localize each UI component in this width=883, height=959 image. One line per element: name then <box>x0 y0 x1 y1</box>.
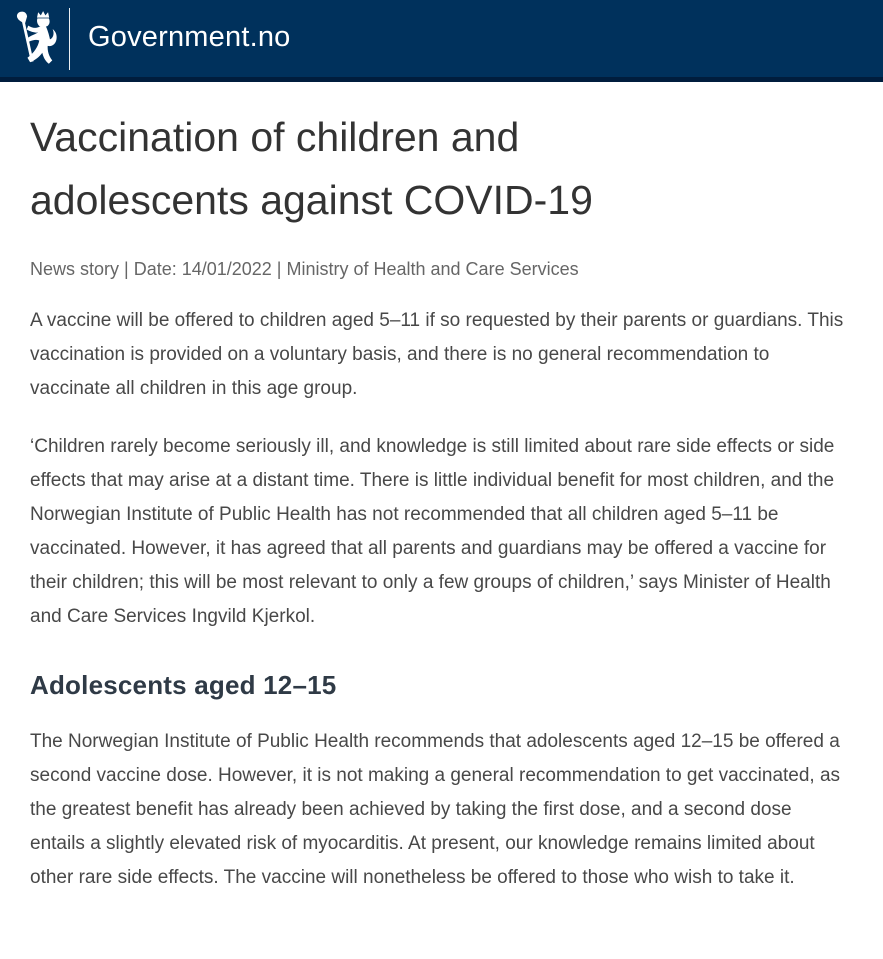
section-heading-adolescents: Adolescents aged 12–15 <box>30 670 337 700</box>
article-paragraph-2: ‘Children rarely become seriously ill, and knowledge is still limited about rare side effects or side effects that may arise at a distant time. There is little individual benefit for most children, and the Norwegian Institute of Public Health has not recommended that all children aged 5–11 be vaccinated. However, it has agreed that all parents and guardians may be offered a vaccine for their children; this will be most relevant to only a few groups of children,’ says Minister of Health and Care Services Ingvild Kjerkol. <box>30 436 835 627</box>
page-title: Vaccination of children and adolescents against COVID-19 <box>30 114 593 223</box>
norwegian-coat-of-arms-icon <box>14 10 60 68</box>
article-meta: News story | Date: 14/01/2022 | Ministry of Health and Care Services <box>30 259 579 279</box>
site-brand[interactable]: Government.no <box>88 21 291 53</box>
article-content <box>0 106 883 925</box>
site-header <box>0 0 883 82</box>
section-paragraph-1: The Norwegian Institute of Public Health recommends that adolescents aged 12–15 be offered a second vaccine dose. However, it is not making a general recommendation to get vaccinated, as the greatest benefit has already been achieved by taking the first dose, and a second dose entails a slightly elevated risk of myocarditis. At present, our knowledge remains limited about other rare side effects. The vaccine will nonetheless be offered to those who wish to take it. <box>30 731 841 888</box>
article-paragraph-1: A vaccine will be offered to children aged 5–11 if so requested by their parents or guardians. This vaccination is provided on a voluntary basis, and there is no general recommendation to vaccinate all children in this age group. <box>30 310 844 399</box>
header-divider <box>69 8 70 70</box>
home-logo-link[interactable] <box>14 10 60 68</box>
